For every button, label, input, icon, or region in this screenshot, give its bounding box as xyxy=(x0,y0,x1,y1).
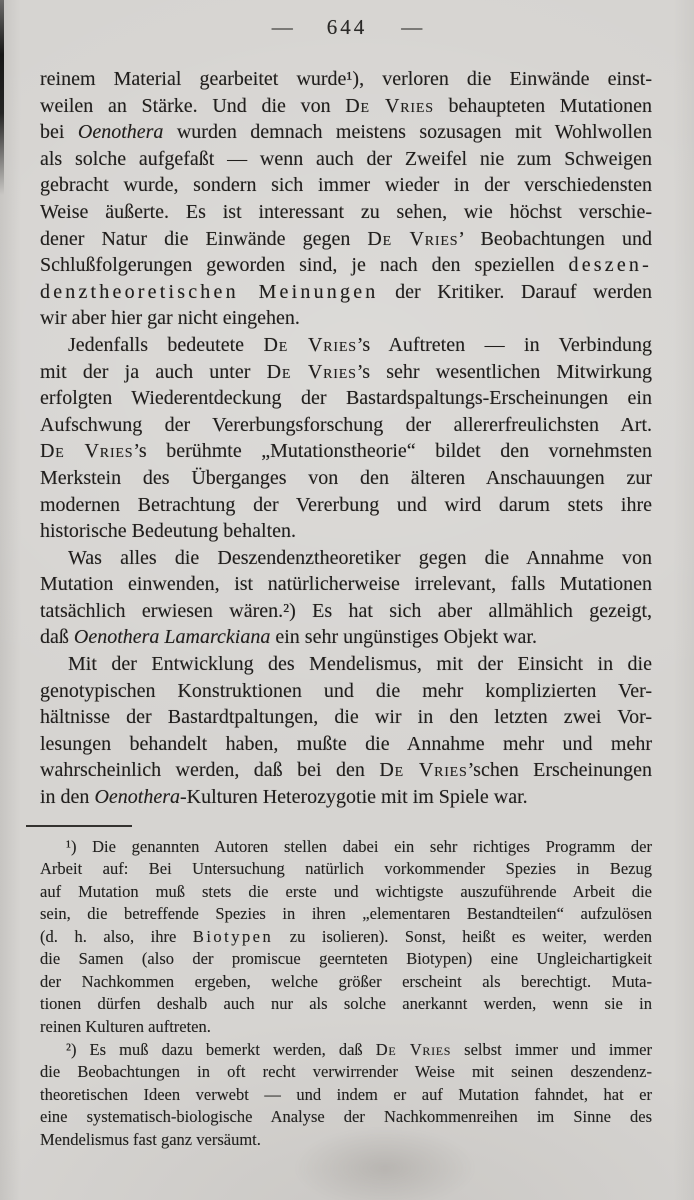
text-segment: -Kulturen Heterozygotie mit im Spiele war. xyxy=(179,786,528,809)
text-segment: Schlußfolgerungen geworden sind, je nach den speziellen xyxy=(40,254,569,277)
text-line xyxy=(40,545,652,572)
text-line xyxy=(40,93,652,120)
text-segment: ²) Es muß dazu bemerkt werden, daß xyxy=(66,1039,376,1059)
text-line xyxy=(40,948,652,971)
text-segment: ’schen Erscheinungen xyxy=(467,759,652,782)
text-line xyxy=(40,858,652,881)
letterspaced-text: denztheoretischen Meinungen xyxy=(40,280,379,303)
text-segment: Weise äußerte. Es ist interessant zu sehen, wie höchst verschie- xyxy=(40,200,652,223)
text-paragraph xyxy=(40,836,652,1039)
text-line xyxy=(40,226,652,253)
scan-smudge xyxy=(295,1128,475,1200)
text-segment: Mendelismus fast ganz versäumt. xyxy=(40,1129,261,1149)
text-line xyxy=(40,993,652,1016)
smallcaps-name: De Vries xyxy=(40,440,134,463)
text-segment: tionen dürfen deshalb auch nur als solche anerkannt werden, wenn sie in xyxy=(40,994,652,1014)
text-segment: ’s sehr wesentlichen Mitwirkung xyxy=(356,360,652,383)
body-text xyxy=(40,66,652,811)
text-line xyxy=(40,438,652,465)
text-segment: der Kritiker. Darauf werden xyxy=(378,280,652,303)
text-line xyxy=(40,385,652,412)
text-segment: hältnisse der Bastardtpaltungen, die wir in den letzten zwei Vor- xyxy=(40,706,652,729)
text-segment: reinen Kulturen auftreten. xyxy=(40,1017,211,1036)
text-line xyxy=(40,332,652,359)
text-line xyxy=(40,881,652,904)
text-line xyxy=(40,598,652,625)
text-line xyxy=(40,678,652,705)
smallcaps-name: De Vries xyxy=(266,360,357,383)
text-segment: genotypischen Konstruktionen und die mehr komplizierten Ver- xyxy=(40,679,652,702)
smallcaps-name: De Vries xyxy=(379,759,468,782)
page-number: 644 xyxy=(326,15,368,39)
text-line xyxy=(40,305,652,332)
scan-edge-artifact xyxy=(0,0,4,195)
text-line xyxy=(40,252,652,279)
text-segment: ’ Beobachtungen und xyxy=(458,227,652,250)
text-line xyxy=(40,119,652,146)
header-dash-left: — xyxy=(271,15,293,39)
text-line xyxy=(40,971,652,994)
smallcaps-name: De Vries xyxy=(367,227,459,250)
text-segment: ¹) Die genannten Autoren stellen dabei ein sehr richtiges Programm der xyxy=(66,836,652,856)
text-segment: in den xyxy=(40,786,95,809)
text-segment: gebracht wurde, sondern sich immer wieder in der verschiedensten xyxy=(40,174,652,197)
italic-text: Oenothera xyxy=(94,786,180,809)
text-segment: wurden demnach meistens sozusagen mit Wohlwollen xyxy=(163,121,652,144)
text-line xyxy=(40,1106,652,1129)
text-segment: die Samen (also der promiscue geernteten Biotypen) eine Ungleichartigkeit xyxy=(40,949,652,969)
text-line xyxy=(40,1016,652,1039)
text-segment: Mutation einwenden, ist natürlicherweise irrelevant, falls Mutationen xyxy=(40,573,652,596)
text-line xyxy=(40,704,652,731)
letterspaced-text: deszen- xyxy=(568,254,652,277)
text-line xyxy=(40,279,652,306)
text-segment: mit der ja auch unter xyxy=(40,360,267,383)
smallcaps-name: De Vries xyxy=(375,1039,452,1059)
text-segment: wahrscheinlich werden, daß bei den xyxy=(40,759,380,782)
text-line xyxy=(40,624,652,651)
text-segment: Arbeit auf: Bei Untersuchung natürlich vorkommender Spezies in Bezug xyxy=(40,859,652,879)
text-segment: Merkstein des Überganges von den älteren Anschauungen zur xyxy=(40,466,652,489)
text-line xyxy=(40,1039,652,1062)
text-line xyxy=(40,651,652,678)
text-segment: modernen Betrachtung der Vererbung und wird darum stets ihre xyxy=(40,493,652,516)
text-segment: daß xyxy=(40,626,74,649)
text-segment: weilen an Stärke. Und die von xyxy=(40,94,346,117)
text-segment: Jedenfalls bedeutete xyxy=(68,333,264,356)
text-paragraph xyxy=(40,651,652,811)
smallcaps-name: De Vries xyxy=(345,94,434,117)
text-segment: (d. h. also, ihre xyxy=(40,926,193,946)
text-paragraph xyxy=(40,332,652,545)
text-segment: die Beobachtungen in oft recht verwirrender Weise mit seinen deszendenz- xyxy=(40,1062,652,1082)
text-line xyxy=(40,1061,652,1084)
text-paragraph xyxy=(40,545,652,651)
text-line xyxy=(40,1084,652,1107)
text-line xyxy=(40,492,652,519)
footnotes xyxy=(40,836,652,1152)
text-segment: dener Natur die Einwände gegen xyxy=(40,227,368,250)
text-segment: der Nachkommen ergeben, welche größer erscheint als berechtigt. Muta- xyxy=(40,971,652,991)
text-segment: sein, die betreffende Spezies in ihren „elementaren Bestandteilen“ aufzulösen xyxy=(40,904,652,924)
text-line xyxy=(40,66,652,93)
text-segment: wir aber hier gar nicht eingehen. xyxy=(40,307,300,330)
text-segment: ein sehr ungünstiges Objekt war. xyxy=(270,626,537,649)
italic-text: Oenothera Lamarckiana xyxy=(73,626,271,649)
header-dash-right: — xyxy=(401,15,423,39)
text-segment: historische Bedeutung behalten. xyxy=(40,520,297,543)
text-segment: ’s berühmte „Mutationstheorie“ bildet den vornehmsten xyxy=(133,440,652,463)
text-segment: als solche aufgefaßt — wenn auch der Zweifel nie zum Schweigen xyxy=(40,147,652,170)
text-segment: reinem Material gearbeitet wurde¹), verloren die Einwände einst- xyxy=(40,68,652,90)
text-segment: ’s Auftreten — in Verbindung xyxy=(356,333,653,356)
text-segment: lesungen behandelt haben, mußte die Annahme mehr und mehr xyxy=(40,732,652,755)
text-segment: Aufschwung der Vererbungsforschung der allererfreulichsten Art. xyxy=(40,413,652,436)
text-line xyxy=(40,359,652,386)
text-segment: eine systematisch-biologische Analyse der Nachkommenreihen im Sinne des xyxy=(40,1107,652,1127)
text-line xyxy=(40,465,652,492)
letterspaced-text: Biotypen xyxy=(192,926,274,946)
text-line xyxy=(40,926,652,949)
smallcaps-name: De Vries xyxy=(263,333,357,356)
text-segment: Mit der Entwicklung des Mendelismus, mit der Einsicht in die xyxy=(68,653,652,676)
text-line xyxy=(40,784,652,811)
text-segment: auf Mutation muß stets die erste und wichtigste auszuführende Arbeit die xyxy=(40,881,652,901)
text-line xyxy=(40,836,652,859)
text-segment: behaupteten Mutationen xyxy=(433,94,652,117)
text-segment: tatsächlich erwiesen wären.²) Es hat sich aber allmählich gezeigt, xyxy=(40,599,652,622)
text-segment: bei xyxy=(40,121,78,144)
text-line xyxy=(40,199,652,226)
text-segment: zu isolieren). Sonst, heißt es weiter, werden xyxy=(273,926,652,946)
text-line xyxy=(40,571,652,598)
footnote-rule xyxy=(26,825,132,827)
text-line xyxy=(40,731,652,758)
page-header xyxy=(0,0,694,40)
text-segment: Was alles die Deszendenztheoretiker gegen die Annahme von xyxy=(68,546,652,569)
text-segment: theoretischen Ideen verwebt — und indem er auf Mutation fahndet, hat er xyxy=(40,1084,652,1104)
text-segment: erfolgten Wiederentdeckung der Bastardspaltungs-Erscheinungen ein xyxy=(40,387,652,410)
text-line xyxy=(40,903,652,926)
text-line xyxy=(40,146,652,173)
text-paragraph xyxy=(40,66,652,332)
text-line xyxy=(40,172,652,199)
text-line xyxy=(40,412,652,439)
text-line xyxy=(40,518,652,545)
text-line xyxy=(40,757,652,784)
italic-text: Oenothera xyxy=(77,121,164,144)
text-segment: selbst immer und immer xyxy=(451,1039,652,1059)
